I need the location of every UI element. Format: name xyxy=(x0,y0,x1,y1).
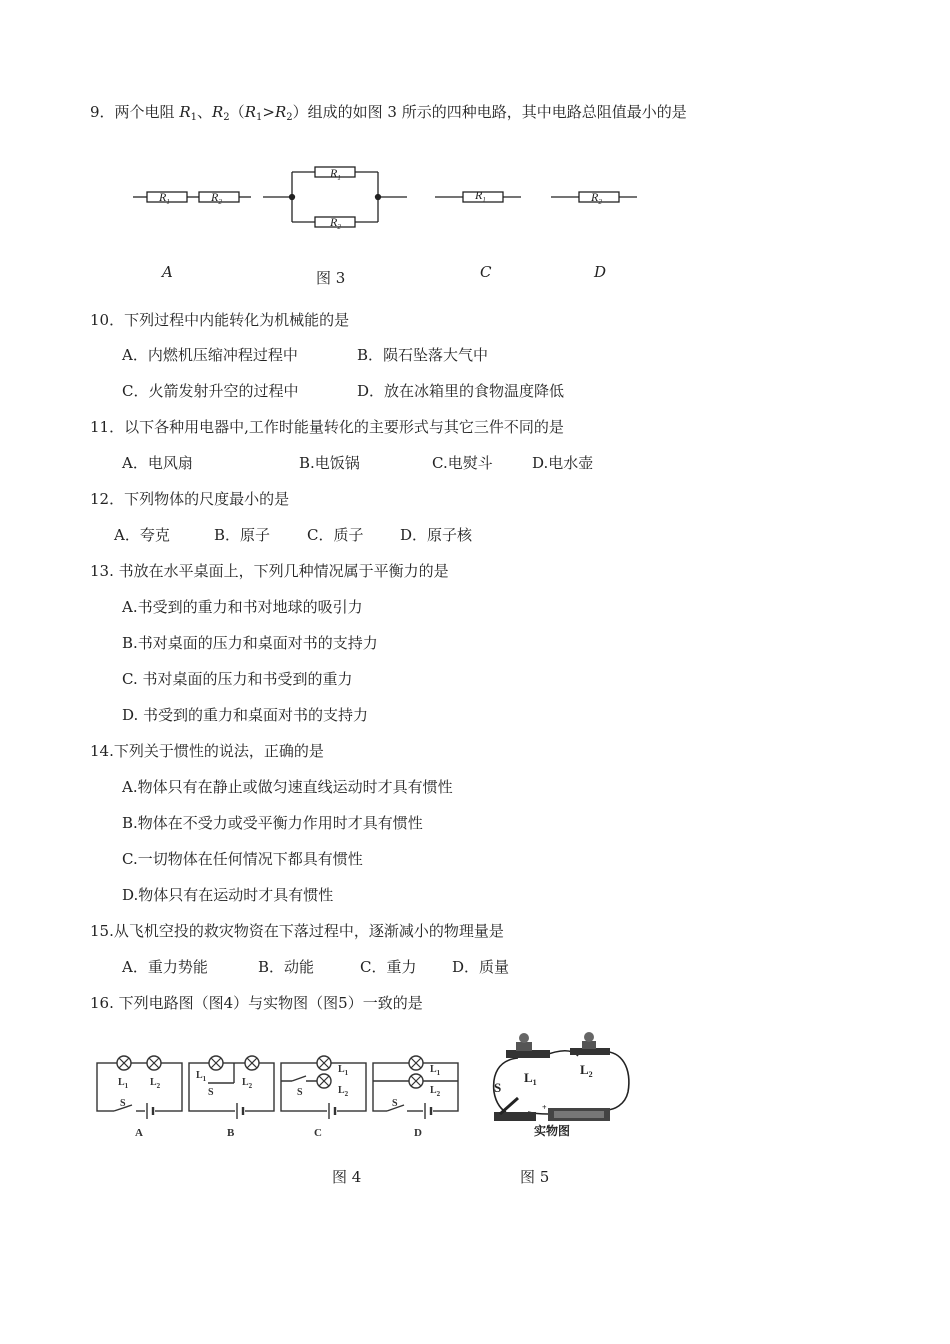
q14-stem: 14.下列关于惯性的说法，正确的是 xyxy=(90,742,324,760)
q11-option-b: B.电饭锅 xyxy=(299,454,360,472)
q13-stem: 13. 书放在水平桌面上，下列几种情况属于平衡力的是 xyxy=(90,562,449,580)
q9-stem-tail: ）组成的如图 3 所示的四种电路，其中电路总阻值最小的是 xyxy=(292,103,687,121)
circuit-b-l1-label: $L_1$ xyxy=(196,1070,207,1083)
circuit-c-s-label: S xyxy=(297,1087,303,1098)
photo-l1-label: $L_1$ xyxy=(524,1070,537,1087)
q12-stem: 12．下列物体的尺度最小的是 xyxy=(90,490,290,508)
battery-plus-sign: + xyxy=(542,1103,547,1112)
circuit-d-r2-label: $R_2$ xyxy=(591,190,602,206)
circuit-b-lamp-l2-icon xyxy=(245,1056,259,1070)
circuit-d-s-label: S xyxy=(392,1098,398,1109)
figure-5-physical-circuit xyxy=(488,1030,638,1142)
q10-option-c: C．火箭发射升空的过程中 xyxy=(122,382,299,400)
q10-option-a: A．内燃机压缩冲程过程中 xyxy=(122,346,298,364)
circuit-d-battery-icon xyxy=(423,1102,433,1120)
q14-option-a: A.物体只有在静止或做匀速直线运动时才具有惯性 xyxy=(122,778,453,796)
q11-option-d: D.电水壶 xyxy=(532,454,594,472)
circuit-b-r1-label: $R_1$ xyxy=(330,166,341,182)
photo-wires xyxy=(494,1051,629,1114)
circuit-d-l2-label: $L_2$ xyxy=(430,1085,441,1098)
circuit-b-s-label: S xyxy=(208,1087,214,1098)
circuit-a-r2-label: $R_2$ xyxy=(211,190,222,206)
separator: 、 xyxy=(196,103,212,121)
fig3-label-a: A xyxy=(162,263,173,281)
circuit-b-lamp-l1-icon xyxy=(209,1056,223,1070)
circuit-a-l2-label: $L_2$ xyxy=(150,1077,161,1090)
circuit-a-r1-label: $R_1$ xyxy=(159,190,170,206)
circuit-b-battery-icon xyxy=(235,1102,245,1120)
q11-option-c: C.电熨斗 xyxy=(432,454,493,472)
q14-option-d: D.物体只有在运动时才具有惯性 xyxy=(122,886,334,904)
circuit-d-lamp-l2-icon xyxy=(409,1074,423,1088)
q11-stem: 11．以下各种用电器中,工作时能量转化的主要形式与其它三件不同的是 xyxy=(90,418,564,436)
cond-r2-subscript: 2 xyxy=(286,112,293,123)
switch-icon xyxy=(494,1098,536,1121)
circuit-a xyxy=(97,1063,182,1115)
q14-option-b: B.物体在不受力或受平衡力作用时才具有惯性 xyxy=(122,814,423,832)
q12-option-d: D．原子核 xyxy=(400,526,473,544)
q10-option-b: B．陨石坠落大气中 xyxy=(357,346,489,364)
circuit-a-series xyxy=(133,192,251,202)
circuit-a-l1-label: $L_1$ xyxy=(118,1077,129,1090)
circuit-b-l2-label: $L_2$ xyxy=(242,1077,253,1090)
q15-stem: 15.从飞机空投的救灾物资在下落过程中，逐渐减小的物理量是 xyxy=(90,922,504,940)
circuit-a-s-label: S xyxy=(120,1098,126,1109)
q13-option-c: C. 书对桌面的压力和书受到的重力 xyxy=(122,670,353,688)
photo-caption: 实物图 xyxy=(534,1124,571,1138)
cond-r1-subscript: 1 xyxy=(255,112,263,123)
photo-s-label: S xyxy=(494,1080,502,1095)
circuit-d xyxy=(373,1063,458,1115)
circuit-d-lamp-l1-icon xyxy=(409,1056,423,1070)
greater-than: > xyxy=(262,103,275,121)
cond-r1: R xyxy=(244,103,256,121)
q13-option-b: B.书对桌面的压力和桌面对书的支持力 xyxy=(122,634,378,652)
q10-option-d: D．放在冰箱里的食物温度降低 xyxy=(357,382,565,400)
battery-box-icon xyxy=(548,1108,610,1121)
circuit-c-r1-label: $R_1$ xyxy=(475,188,486,204)
q15-option-a: A．重力势能 xyxy=(122,958,208,976)
q14-option-c: C.一切物体在任何情况下都具有惯性 xyxy=(122,850,363,868)
circuit-a-battery-icon xyxy=(145,1102,155,1120)
q15-option-b: B．动能 xyxy=(258,958,315,976)
lamp-holder-l2-icon xyxy=(570,1032,610,1055)
circuit-c-lamp-l1-icon xyxy=(317,1056,331,1070)
q12-option-b: B．原子 xyxy=(214,526,271,544)
cond-r2: R xyxy=(274,103,287,121)
circuit-d-label: D xyxy=(414,1127,422,1139)
circuit-c-lamp-l2-icon xyxy=(317,1074,331,1088)
q15-option-d: D．质量 xyxy=(452,958,510,976)
fig3-label-c: C xyxy=(480,263,492,281)
circuit-d-l1-label: $L_1$ xyxy=(430,1064,441,1077)
circuit-c-battery-icon xyxy=(327,1102,337,1120)
q13-option-d: D. 书受到的重力和桌面对书的支持力 xyxy=(122,706,369,724)
paren-open: （ xyxy=(229,103,245,121)
q11-option-a: A．电风扇 xyxy=(122,454,193,472)
fig3-label-d: D xyxy=(594,263,607,281)
fig5-caption: 图 5 xyxy=(520,1168,550,1186)
q13-option-a: A.书受到的重力和书对地球的吸引力 xyxy=(122,598,363,616)
circuit-c-label: C xyxy=(314,1127,322,1139)
r1-subscript: 1 xyxy=(190,112,197,123)
q15-option-c: C．重力 xyxy=(360,958,417,976)
circuit-a-lamp-l2-icon xyxy=(147,1056,161,1070)
r2-subscript: 2 xyxy=(223,112,230,123)
figure-4-circuit-diagrams xyxy=(92,1045,470,1145)
fig3-caption: 图 3 xyxy=(316,269,346,287)
lamp-holder-l1-icon xyxy=(506,1033,550,1058)
fig4-caption: 图 4 xyxy=(332,1168,362,1186)
circuit-c-l1-label: $L_1$ xyxy=(338,1064,349,1077)
q16-stem: 16. 下列电路图（图4）与实物图（图5）一致的是 xyxy=(90,994,423,1012)
photo-l2-label: $L_2$ xyxy=(580,1062,593,1079)
circuit-c-l2-label: $L_2$ xyxy=(338,1085,349,1098)
figure-3-circuits xyxy=(125,158,645,238)
q12-option-c: C．质子 xyxy=(307,526,364,544)
circuit-b-r2-label: $R_2$ xyxy=(330,215,341,231)
circuit-a-label: A xyxy=(135,1127,143,1139)
q10-stem: 10．下列过程中内能转化为机械能的是 xyxy=(90,311,350,329)
circuit-b-label: B xyxy=(227,1127,235,1139)
r2-symbol: R xyxy=(212,103,224,121)
r1-symbol: R xyxy=(179,103,191,121)
q12-option-a: A．夸克 xyxy=(114,526,170,544)
q9-stem-text: 9．两个电阻 xyxy=(90,103,180,121)
circuit-a-lamp-l1-icon xyxy=(117,1056,131,1070)
q9-stem xyxy=(90,102,687,128)
